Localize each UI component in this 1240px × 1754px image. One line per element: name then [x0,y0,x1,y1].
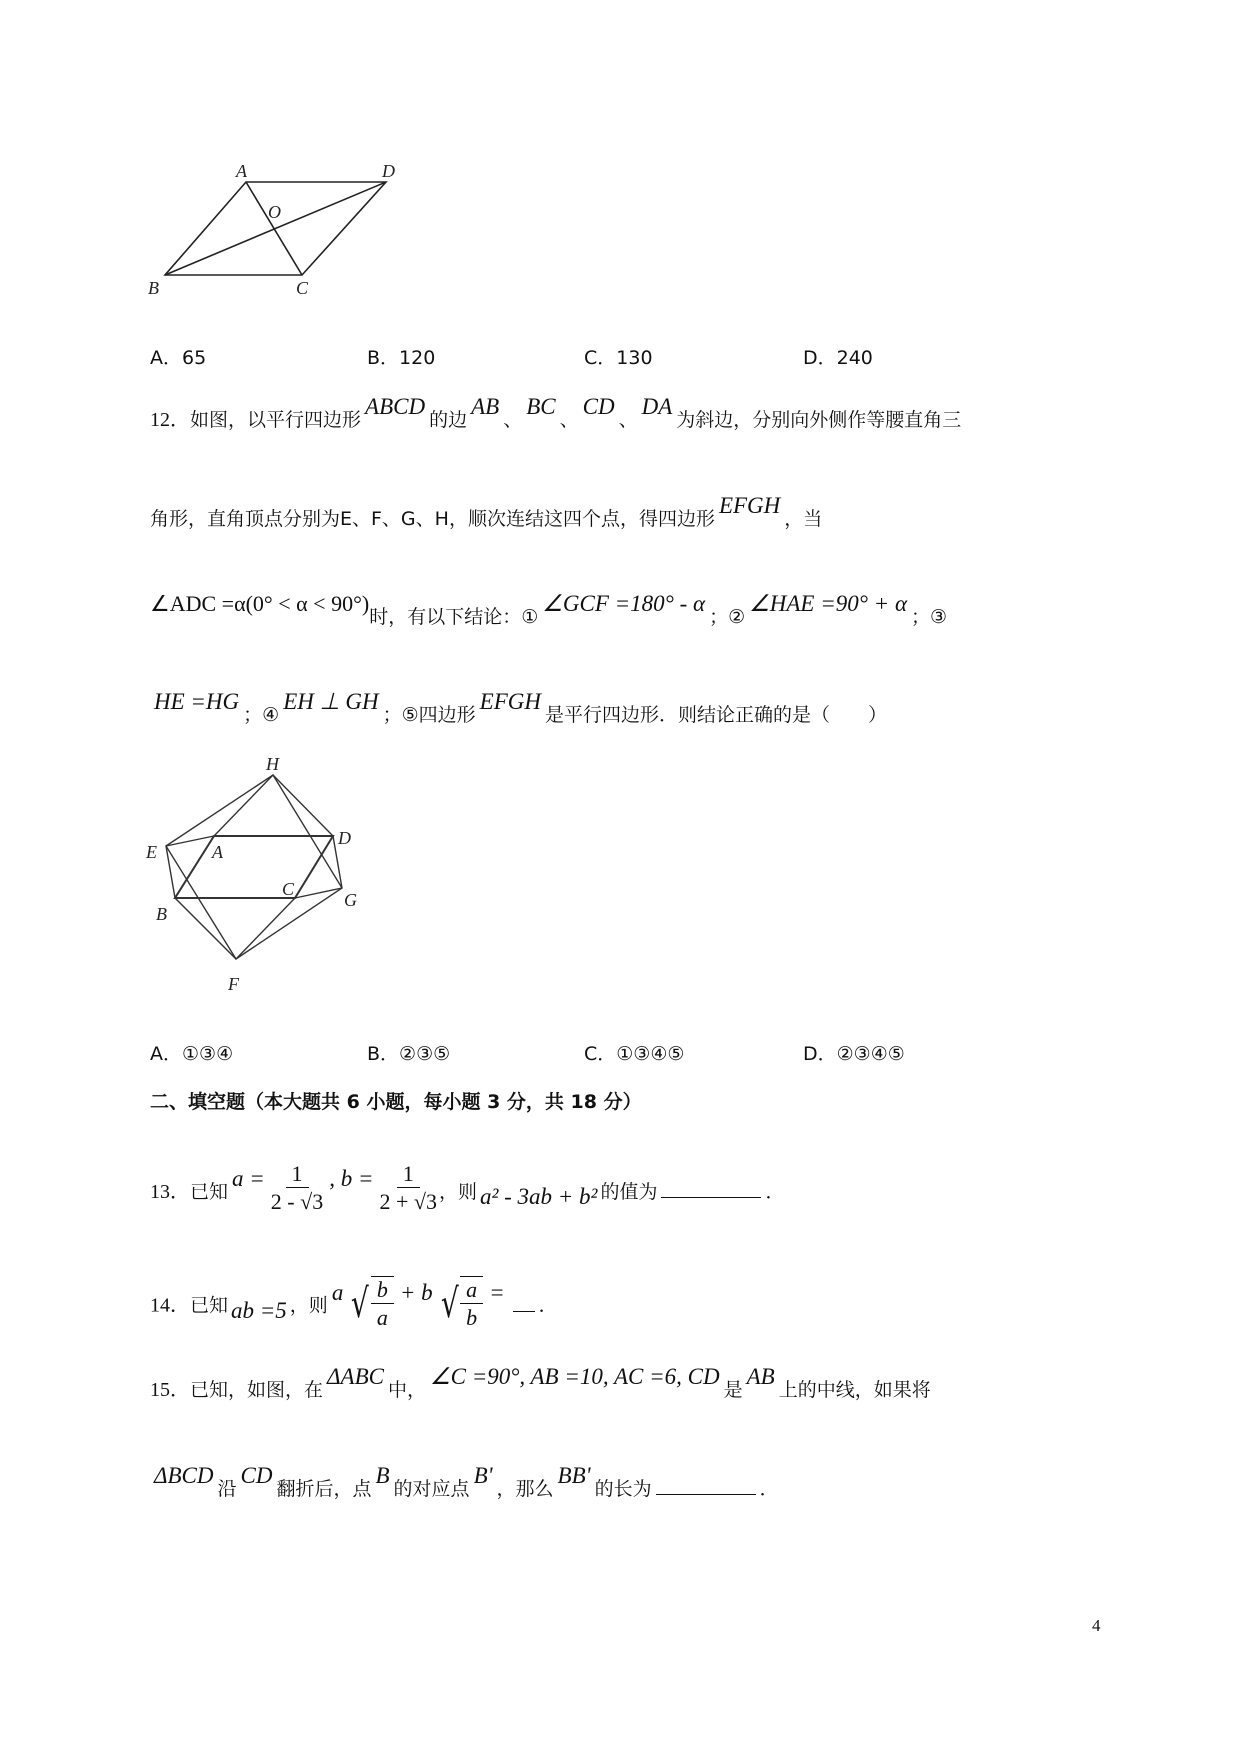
label-f: F [228,974,239,994]
text-segment: 为斜边，分别向外侧作等腰直角三 [676,409,962,431]
q15-line-1 [150,1364,931,1405]
text-segment: 如图，以平行四边形 [190,409,362,431]
radical-sign-icon: √ [440,1281,459,1327]
q11-option-a: A．65 [150,347,207,369]
math-expression: HE =HG [154,689,240,714]
text-segment: 15． [150,1379,190,1401]
text-segment: 、 [559,409,579,431]
fraction [379,1161,436,1216]
label-a2: A [212,842,223,862]
math-expression: ∠ADC =α(0° < α < 90°) [150,591,370,616]
text-segment: 已知，如图，在 [190,1379,324,1401]
text-segment: 是 [723,1379,743,1401]
page-number: 4 [1092,1616,1101,1635]
text-segment: ，那么 [496,1478,554,1500]
denominator: b [466,1305,478,1330]
q11-option-d: D．240 [803,347,873,369]
q11-option-c: C．130 [584,347,653,369]
text-segment: 上的中线，如果将 [778,1379,931,1401]
label-b2: B [156,904,167,924]
text-segment: ；④ [243,704,280,726]
label-a: A [236,161,247,181]
math-expression: EFGH [479,689,541,714]
text-segment: ，则 [438,1181,477,1203]
text-segment: 的值为 [600,1181,658,1203]
q12-option-a: A．①③④ [150,1043,234,1065]
math-expression: ab =5 [231,1297,287,1323]
math-expression: ∠GCF =180° - α [542,591,706,616]
math-expression: CD [582,394,615,419]
numerator: 1 [286,1161,309,1188]
fraction-wrapper [269,1161,325,1214]
radical-sign-icon: √ [351,1281,369,1327]
text-segment: 的边 [429,409,468,431]
text-segment: 中， [387,1379,426,1401]
q12-line-1 [150,394,962,435]
text-segment: ，当 [784,508,823,530]
diagonal-bd [165,182,386,275]
math-expression: ∠HAE =90° + α [749,591,908,616]
label-o: O [268,202,281,222]
section-heading: 二、填空题（本大题共 6 小题，每小题 3 分，共 18 分） [150,1091,642,1113]
numerator: 1 [397,1161,420,1188]
math-expression: ΔBCD [154,1463,214,1488]
q12-option-c: C．①③④⑤ [584,1043,685,1065]
math-expression: AB [471,394,500,419]
numerator: a [460,1277,483,1304]
q11-option-b: B．120 [367,347,436,369]
math-expression: + b [399,1279,433,1305]
math-expression: a [331,1279,344,1305]
text-segment: 时，有以下结论：① [369,606,539,628]
label-b: B [148,278,159,298]
text-segment: 已知 [190,1181,229,1203]
label-e: E [146,842,157,862]
math-expression: a = [232,1166,265,1191]
text-segment: 沿 [217,1478,237,1500]
math-expression: DA [641,394,673,419]
math-expression: , b = [329,1166,374,1191]
fraction [271,1161,323,1216]
math-expression: ΔABC [327,1364,384,1389]
text-segment: 、 [618,409,638,431]
figure-efgh [166,775,342,959]
q12-line-4 [150,689,888,730]
math-expression: BC [526,394,556,419]
math-expression: B [375,1463,390,1488]
q12-line-2 [150,493,823,534]
text-segment: ；② [709,606,746,628]
math-expression: BB' [557,1463,591,1488]
math-expression: a² - 3ab + b² [479,1184,598,1209]
denominator: 2 + √3 [379,1189,437,1214]
text-segment: 14． [150,1294,190,1317]
math-expression: EFGH [718,493,781,518]
text-segment: 的长为 [594,1478,652,1500]
label-c: C [296,278,309,298]
text-segment: ，则 [289,1294,328,1317]
math-expression: AB [746,1364,775,1389]
text-segment: 是平行四边形．则结论正确的是（ ） [545,704,888,726]
math-expression: CD [240,1463,273,1488]
label-g: G [344,890,357,910]
label-h: H [266,754,279,774]
math-expression: ABCD [365,394,426,419]
square-root-fraction [347,1276,396,1332]
text-segment: 12． [150,409,190,431]
q15-line-2 [150,1463,779,1504]
text-segment: ． [765,1181,785,1203]
fraction-wrapper [377,1161,438,1214]
text-segment: ． [538,1294,558,1317]
q12-option-d: D．②③④⑤ [803,1043,905,1065]
text-segment: 已知 [190,1294,229,1317]
fraction [460,1276,483,1332]
numerator: b [371,1277,394,1304]
math-expression: B' [473,1463,493,1488]
label-d: D [382,161,395,181]
math-expression: EH ⊥ GH [283,689,379,714]
text-segment: ． [759,1478,779,1500]
fraction [371,1276,394,1332]
text-segment: ；⑤四边形 [382,704,476,726]
q12-option-b: B．②③⑤ [367,1043,451,1065]
text-segment: 13． [150,1181,190,1203]
math-expression: = [489,1279,505,1305]
text-segment: ；③ [911,606,948,628]
label-d2: D [338,828,351,848]
q12-line-3 [150,591,948,632]
answer-blank [513,1291,535,1312]
denominator: 2 - √3 [270,1189,324,1214]
square-root-fraction [437,1276,486,1332]
text-segment: 翻折后，点 [276,1478,372,1500]
answer-blank [661,1177,761,1198]
math-expression: ∠C =90°, AB =10, AC =6, CD [429,1364,720,1389]
label-c2: C [282,879,295,899]
text-segment: 的对应点 [393,1478,470,1500]
q13-line [150,1161,785,1220]
text-segment: 、 [503,409,523,431]
denominator: a [376,1305,388,1330]
answer-blank [656,1474,756,1495]
text-segment: 角形，直角顶点分别为E、F、G、H，顺次连结这四个点，得四边形 [150,508,715,530]
q14-line [150,1278,558,1334]
